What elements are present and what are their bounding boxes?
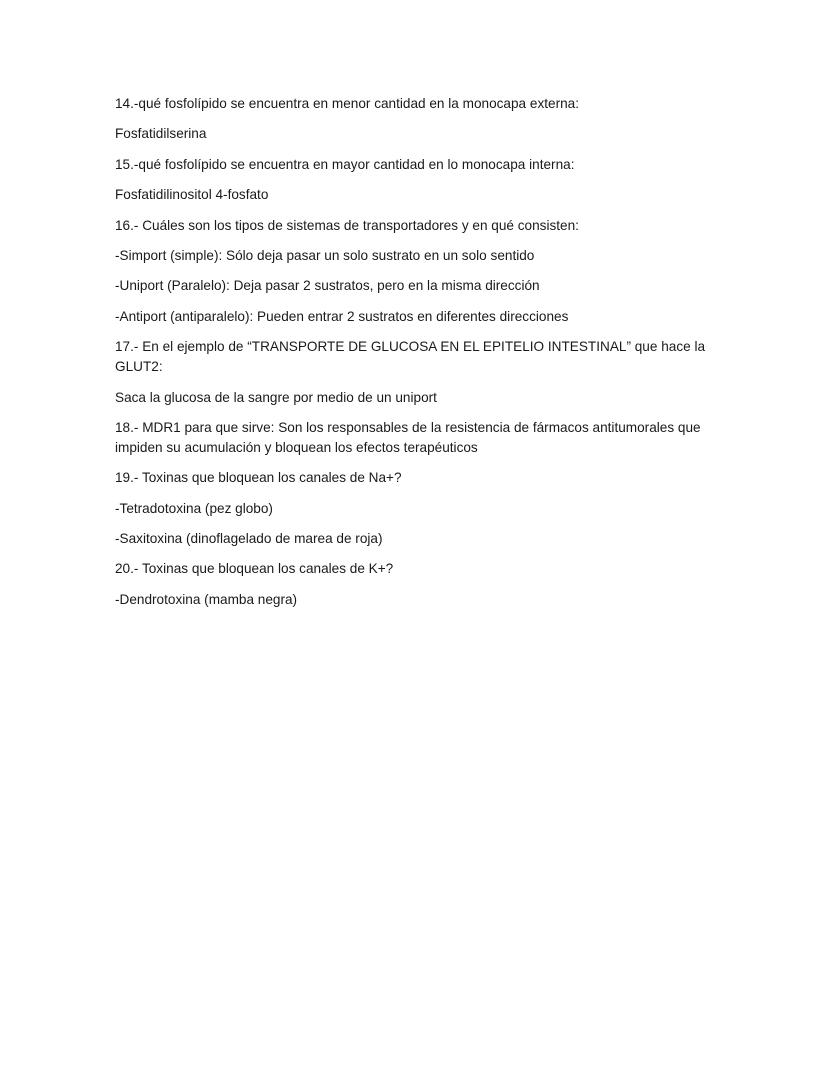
answer-20-dendrotoxina: -Dendrotoxina (mamba negra) (115, 591, 298, 607)
question-19: 19.- Toxinas que bloquean los canales de Na+? (115, 470, 402, 486)
answer-15: Fosfatidilinositol 4-fosfato (115, 187, 269, 203)
question-15: 15.-qué fosfolípido se encuentra en mayor cantidad en lo monocapa interna: (115, 156, 575, 172)
answer-19-saxitoxina: -Saxitoxina (dinoflagelado de marea de roja) (115, 531, 383, 547)
question-14: 14.-qué fosfolípido se encuentra en menor cantidad en la monocapa externa: (115, 96, 580, 111)
question-17: 17.- En el ejemplo de “TRANSPORTE DE GLUCOSA EN EL EPITELIO INTESTINAL” que hace la GLUT2: (115, 339, 706, 375)
answer-17: Saca la glucosa de la sangre por medio de un uniport (115, 389, 437, 405)
document-body (115, 94, 715, 620)
answer-16-antiport: -Antiport (antiparalelo): Pueden entrar 2 sustratos en diferentes direcciones (115, 308, 569, 324)
answer-14: Fosfatidilserina (115, 126, 207, 142)
answer-19-tetradotoxina: -Tetradotoxina (pez globo) (115, 500, 273, 516)
question-16: 16.- Cuáles son los tipos de sistemas de transportadores y en qué consisten: (115, 217, 579, 233)
question-answer-18: 18.- MDR1 para que sirve: Son los responsables de la resistencia de fármacos antitumorales que impiden su acumulación y bloquean los efectos terapéuticos (115, 419, 701, 455)
answer-16-simport: -Simport (simple): Sólo deja pasar un solo sustrato en un solo sentido (115, 247, 535, 263)
question-20: 20.- Toxinas que bloquean los canales de K+? (115, 561, 394, 577)
answer-16-uniport: -Uniport (Paralelo): Deja pasar 2 sustratos, pero en la misma dirección (115, 278, 540, 294)
